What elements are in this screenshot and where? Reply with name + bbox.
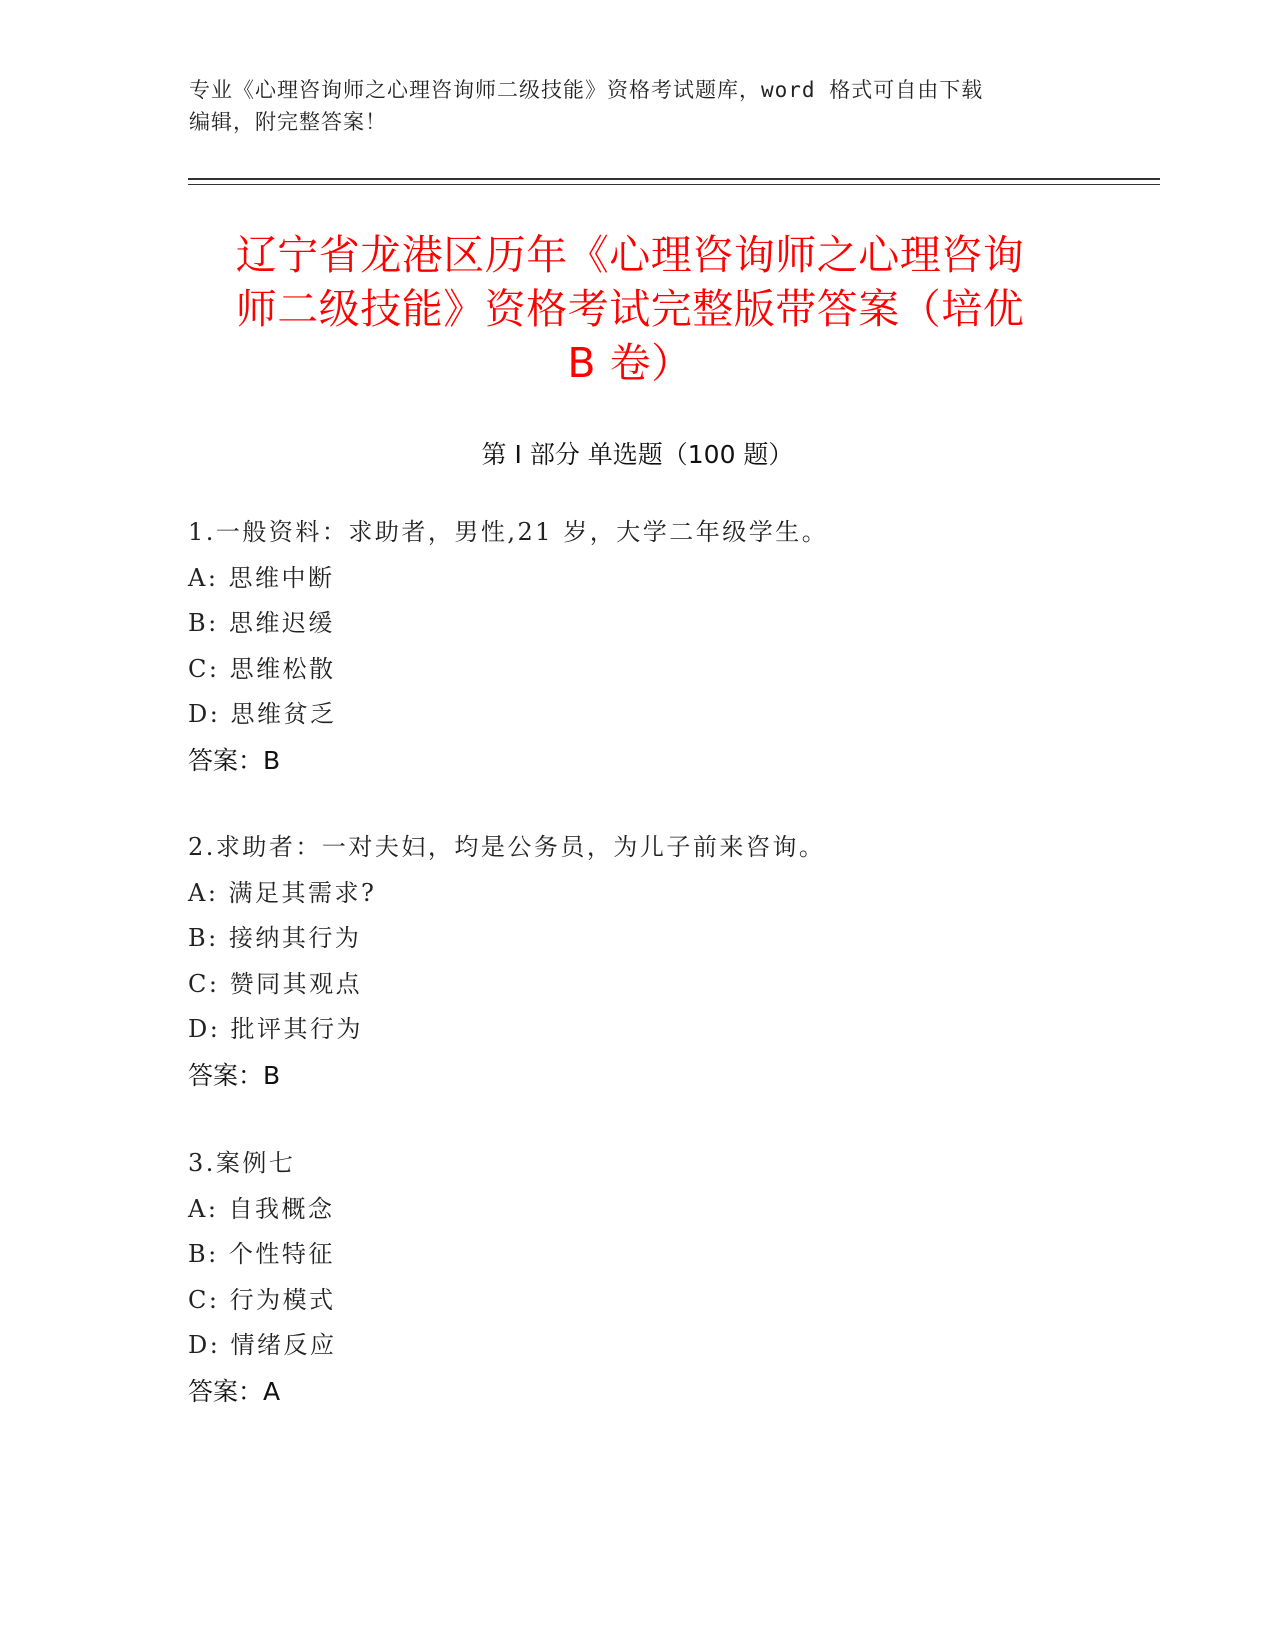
question-item bbox=[188, 825, 1188, 1098]
answer-key: 答案：A bbox=[188, 1376, 281, 1406]
option-b: B: 思维迟缓 bbox=[188, 609, 335, 637]
document-title-line-2: 师二级技能》资格考试完整版带答案（培优 bbox=[235, 285, 1025, 333]
option-d: D: 批评其行为 bbox=[188, 1015, 363, 1043]
option-a: A: 满足其需求? bbox=[188, 878, 377, 907]
header-note-line-1: 专业《心理咨询师之心理咨询师二级技能》资格考试题库，word 格式可自由下载 bbox=[189, 78, 984, 102]
option-a: A: 自我概念 bbox=[188, 1194, 335, 1223]
option-c: C: 赞同其观点 bbox=[188, 969, 363, 998]
header-note-line-2: 编辑，附完整答案！ bbox=[189, 110, 387, 134]
question-stem: 1.一般资料：求助者，男性,21 岁，大学二年级学生。 bbox=[188, 518, 829, 546]
header-divider-thin bbox=[188, 184, 1160, 185]
question-stem: 3.案例七 bbox=[188, 1149, 296, 1177]
answer-key: 答案：B bbox=[188, 1060, 281, 1090]
option-c: C: 行为模式 bbox=[188, 1285, 336, 1314]
question-stem: 2.求助者：一对夫妇，均是公务员，为儿子前来咨询。 bbox=[188, 833, 826, 861]
document-title-line-1: 辽宁省龙港区历年《心理咨询师之心理咨询 bbox=[235, 231, 1025, 279]
option-b: B: 接纳其行为 bbox=[188, 924, 362, 952]
option-b: B: 个性特征 bbox=[188, 1240, 335, 1268]
question-item bbox=[188, 510, 1188, 783]
document-title-line-3: B 卷） bbox=[567, 339, 693, 387]
header-divider-thick bbox=[188, 178, 1160, 180]
option-c: C: 思维松散 bbox=[188, 654, 336, 683]
answer-key: 答案：B bbox=[188, 745, 281, 775]
option-d: D: 思维贫乏 bbox=[188, 700, 337, 728]
document-title bbox=[160, 228, 1100, 390]
section-heading: 第 I 部分 单选题（100 题） bbox=[481, 440, 794, 469]
option-d: D: 情绪反应 bbox=[188, 1331, 337, 1359]
header-note bbox=[189, 74, 1089, 138]
option-a: A: 思维中断 bbox=[188, 563, 335, 592]
question-item bbox=[188, 1141, 1188, 1414]
